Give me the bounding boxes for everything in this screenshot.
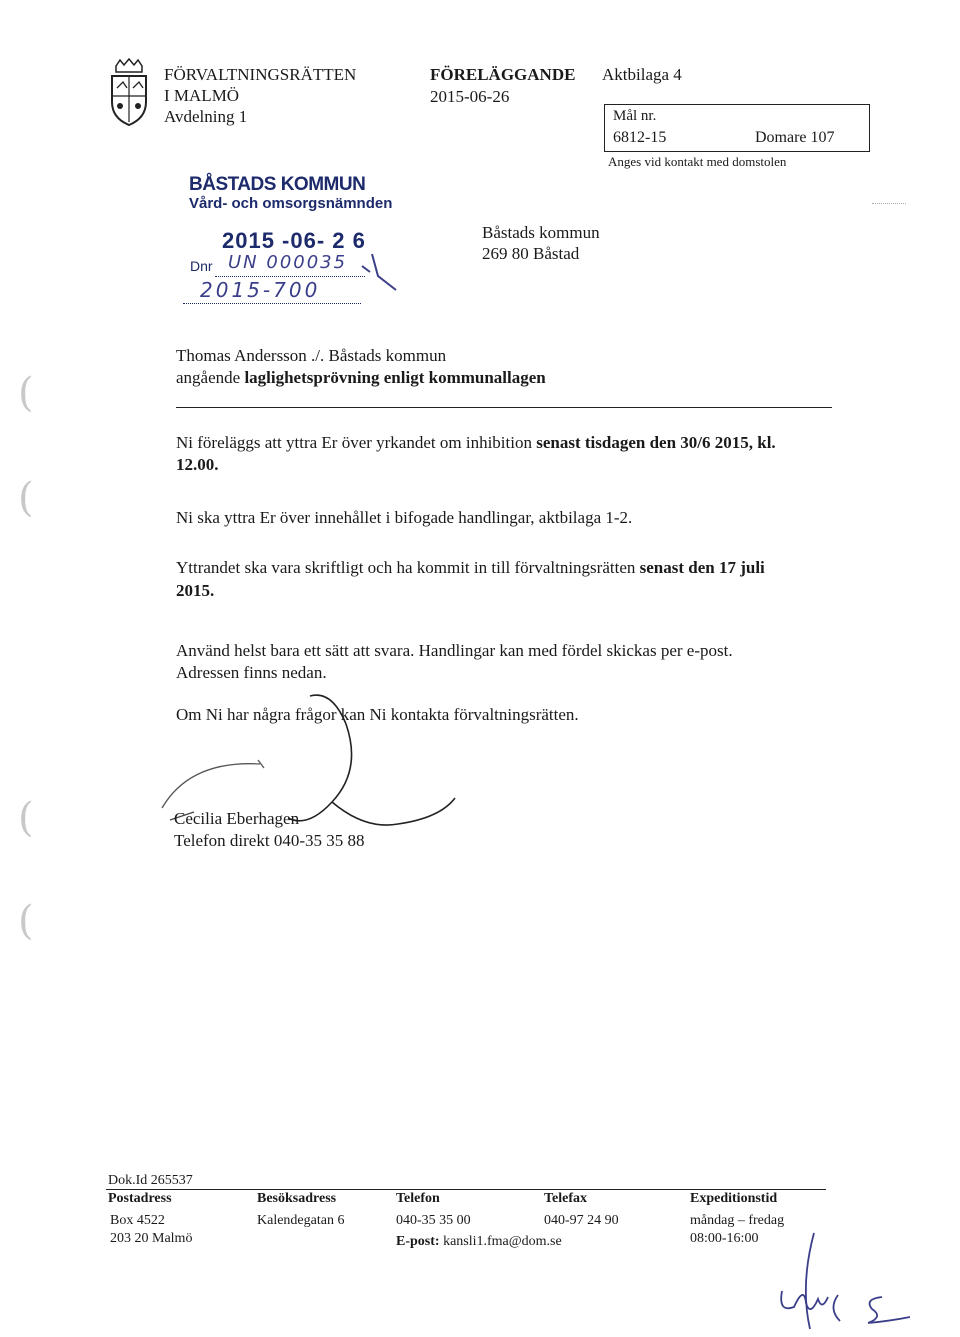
footer-hours-header: Expeditionstid [690, 1191, 778, 1206]
signatory-phone: Telefon direkt 040-35 35 88 [174, 831, 365, 850]
footer-visit-header: Besöksadress [257, 1191, 337, 1206]
footer-email-label: E-post: [396, 1234, 440, 1249]
subject-prefix: angående [176, 368, 241, 387]
case-box-note: Anges vid kontakt med domstolen [608, 154, 787, 169]
handwritten-check-mark-icon [358, 246, 400, 292]
paragraph-5: Om Ni har några frågor kan Ni kontakta förvaltningsrätten. [176, 705, 579, 724]
footer-postal-header: Postadress [108, 1191, 172, 1206]
recipient-address: 269 80 Båstad [482, 244, 580, 263]
footer-phone-header: Telefon [396, 1191, 440, 1206]
paragraph-3-deadline: senast den 17 juli [639, 558, 765, 577]
paragraph-3-deadline-cont: 2015. [176, 581, 215, 600]
footer-postal-line1: Box 4522 [110, 1213, 165, 1228]
signatory-name: Cecilia Eberhagen [174, 809, 300, 828]
margin-bracket-2: ( [18, 475, 34, 521]
attachment-label: Aktbilaga 4 [602, 65, 682, 84]
subject-topic: laglighetsprövning enligt kommunallagen [244, 368, 546, 387]
court-name-line1: FÖRVALTNINGSRÄTTEN [164, 65, 357, 84]
case-number-box [604, 104, 870, 152]
paragraph-3-line1 [176, 557, 765, 579]
footer-fax-line1: 040-97 24 90 [544, 1213, 619, 1228]
stamp-organization: BÅSTADS KOMMUN [189, 174, 366, 195]
paragraph-4-line1: Använd helst bara ett sätt att svara. Handlingar kan med fördel skickas per e-post. [176, 641, 733, 660]
footer-visit-line1: Kalendegatan 6 [257, 1213, 345, 1228]
stamp-ref-handwritten: 2015-700 [200, 278, 321, 302]
footer-hours-line1: måndag – fredag [690, 1213, 785, 1228]
margin-mark [872, 203, 906, 204]
subject-divider [176, 407, 832, 408]
margin-bracket-4: ( [18, 898, 34, 944]
footer-email-link[interactable]: kansli1.fma@dom.se [443, 1234, 562, 1249]
footer-email-line [396, 1233, 562, 1251]
paragraph-1-text: Ni föreläggs att yttra Er över yrkandet om inhibition [176, 433, 532, 452]
case-number-label: Mål nr. [613, 108, 657, 124]
court-name-line2: I MALMÖ [164, 86, 240, 105]
stamp-department: Vård- och omsorgsnämnden [189, 195, 393, 212]
recipient-name: Båstads kommun [482, 223, 600, 242]
paragraph-4-line2: Adressen finns nedan. [176, 663, 327, 682]
stamp-ref-dotted-line [183, 303, 361, 304]
paragraph-1-deadline: senast tisdagen den 30/6 2015, kl. [536, 433, 776, 452]
court-coat-of-arms-icon [106, 58, 152, 128]
footer-fax-header: Telefax [544, 1191, 588, 1206]
court-division: Avdelning 1 [164, 107, 248, 126]
paragraph-2: Ni ska yttra Er över innehållet i bifogade handlingar, aktbilaga 1-2. [176, 508, 633, 527]
stamp-date: 2015 -06- 2 6 [222, 228, 366, 253]
case-number: 6812-15 [613, 129, 667, 146]
paragraph-1-line1 [176, 432, 776, 454]
stamp-dnr-handwritten: UN 000035 [228, 252, 348, 273]
stamp-dnr-label: Dnr [190, 258, 213, 274]
subject-line [176, 367, 546, 389]
paragraph-3-text: Yttrandet ska vara skriftligt och ha kommit in till förvaltningsrätten [176, 558, 636, 577]
footer-hours-line2: 08:00-16:00 [690, 1231, 759, 1246]
document-type: FÖRELÄGGANDE [430, 65, 576, 84]
stamp-dnr-dotted-line [215, 276, 365, 277]
footer-phone-line1: 040-35 35 00 [396, 1213, 471, 1228]
footer-postal-line2: 203 20 Malmö [110, 1231, 193, 1246]
margin-bracket-3: ( [18, 795, 34, 841]
subject-parties: Thomas Andersson ./. Båstads kommun [176, 346, 447, 365]
margin-bracket-1: ( [18, 370, 34, 416]
judge-label: Domare 107 [755, 129, 835, 146]
handwritten-initials-icon [760, 1225, 930, 1335]
document-id: Dok.Id 265537 [108, 1173, 193, 1188]
paragraph-1-deadline-cont: 12.00. [176, 455, 219, 474]
document-date: 2015-06-26 [430, 87, 510, 106]
